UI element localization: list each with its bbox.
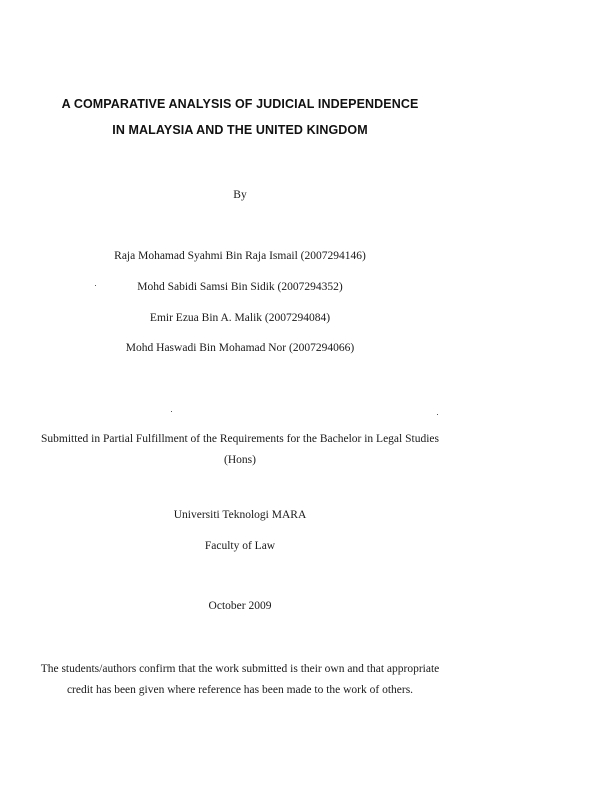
author-4: Mohd Haswadi Bin Mohamad Nor (2007294066) — [125, 342, 355, 354]
title-line-1: A COMPARATIVE ANALYSIS OF JUDICIAL INDEPENDENCE — [61, 97, 419, 111]
declaration-statement: The students/authors confirm that the work submitted is their own and that appropriate credit has been given where reference has been made to the work of others. — [40, 663, 440, 696]
scan-speck — [95, 285, 96, 286]
university-name: Universiti Teknologi MARA — [173, 509, 307, 521]
title-line-2: IN MALAYSIA AND THE UNITED KINGDOM — [112, 123, 368, 137]
faculty-name: Faculty of Law — [204, 540, 276, 552]
by-label: By — [233, 189, 247, 201]
author-1: Raja Mohamad Syahmi Bin Raja Ismail (2007294146) — [114, 250, 366, 262]
author-2: Mohd Sabidi Samsi Bin Sidik (2007294352) — [137, 281, 343, 293]
scan-speck — [437, 414, 438, 415]
submission-statement: Submitted in Partial Fulfillment of the Requirements for the Bachelor in Legal Studies (Hons) — [41, 433, 439, 466]
submission-date: October 2009 — [208, 600, 272, 612]
author-3: Emir Ezua Bin A. Malik (2007294084) — [149, 312, 331, 324]
scan-speck — [171, 411, 172, 412]
